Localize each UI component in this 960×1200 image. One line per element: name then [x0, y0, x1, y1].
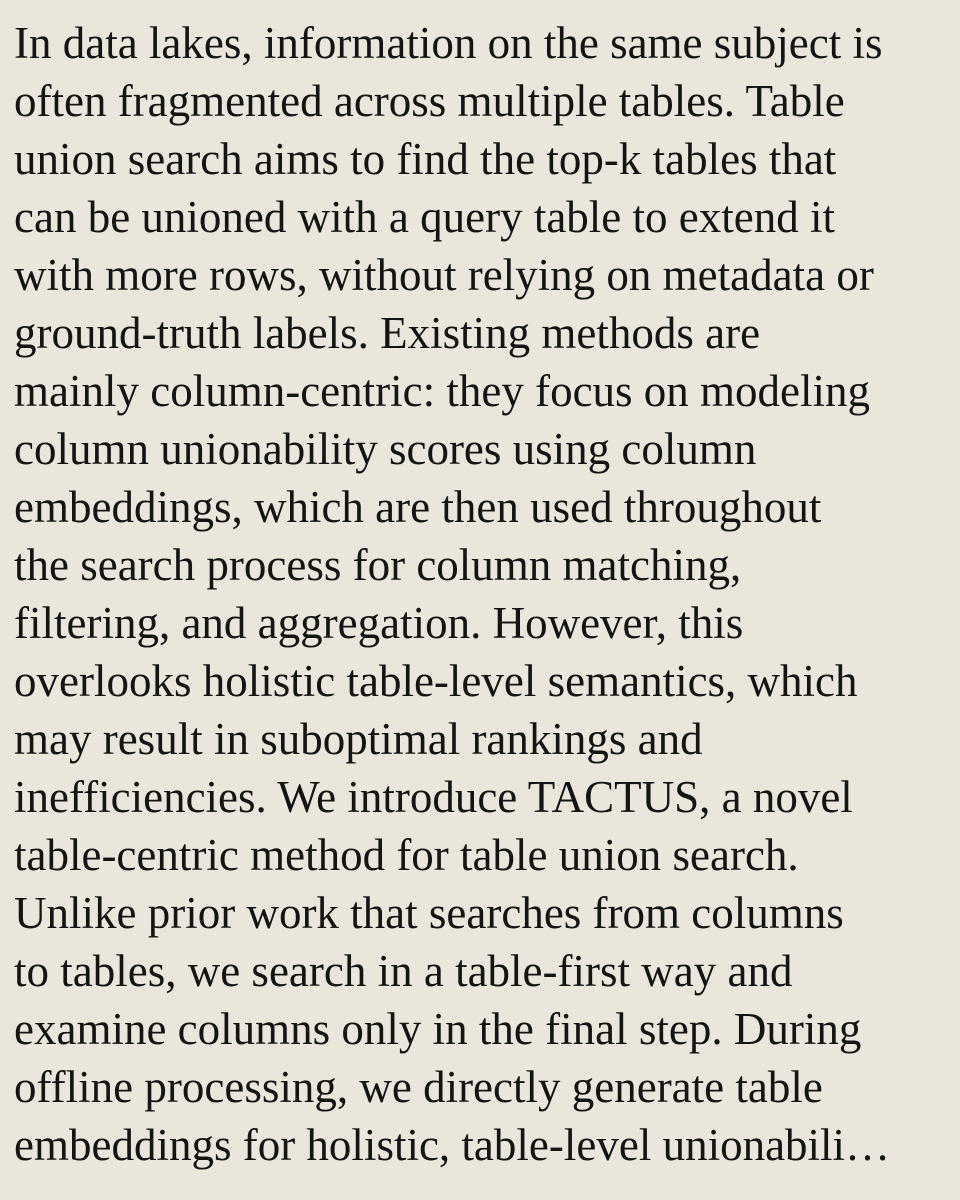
abstract-line-12: overlooks holistic table-level semantics, which: [14, 656, 858, 706]
abstract-line-3: union search aims to find the top-k tables that: [14, 134, 837, 184]
abstract-line-13: may result in suboptimal rankings and: [14, 714, 703, 764]
abstract-line-6: ground-truth labels. Existing methods are: [14, 308, 761, 358]
abstract-line-5: with more rows, without relying on metadata or: [14, 250, 874, 300]
abstract-line-1: In data lakes, information on the same subject is: [14, 18, 883, 68]
abstract-line-10: the search process for column matching,: [14, 540, 742, 590]
abstract-line-19: offline processing, we directly generate table: [14, 1062, 823, 1112]
abstract-line-16: Unlike prior work that searches from columns: [14, 888, 844, 938]
abstract-line-7: mainly column-centric: they focus on modeling: [14, 366, 871, 416]
abstract-text: [14, 14, 948, 1174]
abstract-line-2: often fragmented across multiple tables. Table: [14, 76, 845, 126]
abstract-line-17: to tables, we search in a table-first way and: [14, 946, 793, 996]
abstract-line-20: embeddings for holistic, table-level unionabili…: [14, 1120, 891, 1170]
abstract-line-11: filtering, and aggregation. However, this: [14, 598, 744, 648]
abstract-line-18: examine columns only in the final step. During: [14, 1004, 862, 1054]
abstract-line-4: can be unioned with a query table to extend it: [14, 192, 835, 242]
abstract-line-8: column unionability scores using column: [14, 424, 757, 474]
abstract-line-15: table-centric method for table union search.: [14, 830, 799, 880]
abstract-line-14: inefficiencies. We introduce TACTUS, a novel: [14, 772, 853, 822]
abstract-line-9: embeddings, which are then used throughout: [14, 482, 822, 532]
